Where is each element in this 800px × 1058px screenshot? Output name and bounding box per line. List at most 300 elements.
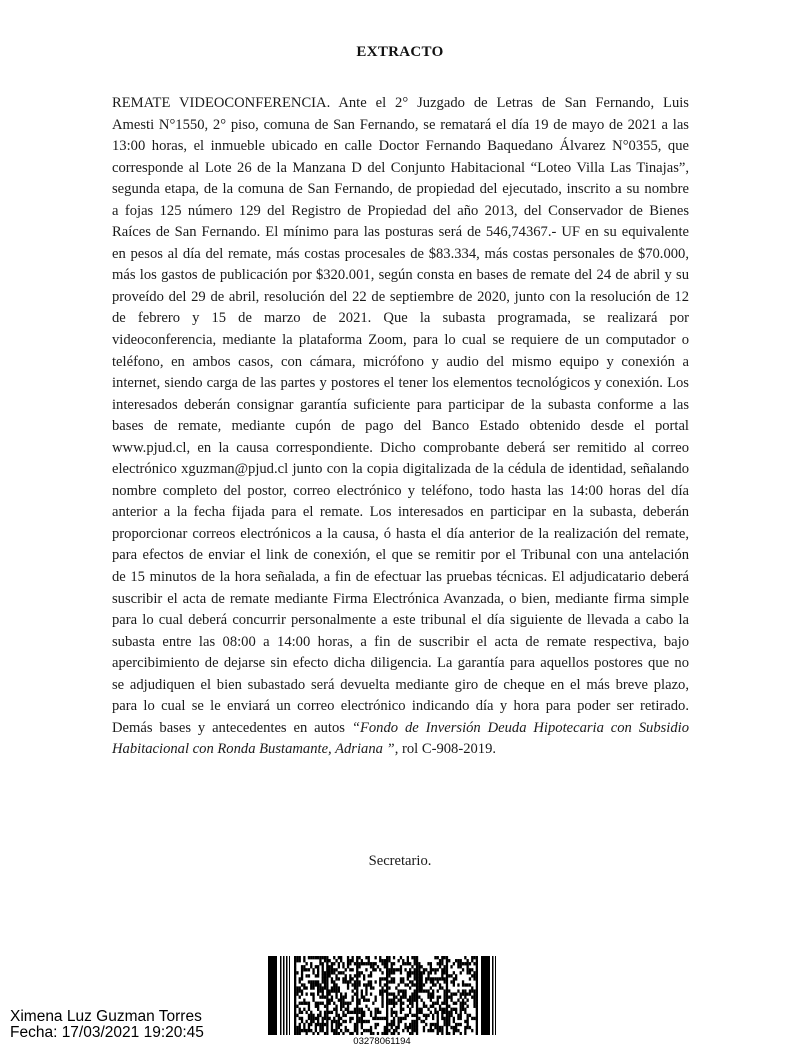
barcode-module	[421, 965, 423, 968]
barcode-module	[319, 959, 321, 962]
barcode-module	[299, 1011, 301, 1014]
barcode-module	[395, 1002, 397, 1005]
barcode-module	[381, 1017, 383, 1020]
barcode-module	[319, 996, 321, 999]
barcode-module	[338, 999, 340, 1002]
barcode-module	[409, 1011, 411, 1014]
barcode-module	[473, 1005, 475, 1008]
barcode-module	[352, 1017, 354, 1020]
signature-label: Secretario.	[368, 853, 432, 869]
barcode-module	[379, 968, 381, 971]
barcode-module	[476, 1002, 478, 1005]
barcode-module	[370, 983, 372, 986]
barcode-module	[441, 974, 443, 977]
barcode-module	[487, 956, 489, 1035]
barcode-module	[340, 1002, 342, 1005]
barcode-module	[319, 1023, 321, 1026]
barcode-module	[349, 1020, 351, 1023]
barcode-module	[379, 977, 381, 980]
barcode-module	[324, 1023, 326, 1026]
barcode-module	[308, 974, 310, 977]
barcode-module	[308, 1017, 310, 1020]
barcode-module	[469, 968, 471, 971]
barcode-module	[388, 1023, 390, 1026]
barcode-module	[409, 1026, 411, 1029]
barcode-module	[335, 992, 337, 995]
barcode-module	[476, 1026, 478, 1029]
barcode-module	[358, 999, 360, 1002]
barcode-module	[356, 983, 358, 986]
barcode-module	[375, 1011, 377, 1014]
barcode-module	[473, 1017, 475, 1020]
barcode-module	[356, 974, 358, 977]
barcode-module	[338, 1014, 340, 1017]
barcode-module	[379, 1017, 381, 1020]
barcode-module	[388, 1002, 390, 1005]
barcode-module	[326, 1014, 328, 1017]
barcode-module	[377, 1023, 379, 1026]
barcode-module	[340, 1008, 342, 1011]
barcode-module	[306, 992, 308, 995]
barcode-module	[333, 1002, 335, 1005]
barcode-module	[315, 980, 317, 983]
barcode-module	[404, 1017, 406, 1020]
barcode-module	[310, 1020, 312, 1023]
barcode-module	[370, 965, 372, 968]
body-line	[112, 739, 689, 761]
barcode-module	[347, 956, 349, 959]
barcode-module	[418, 965, 420, 968]
barcode-module	[345, 1014, 347, 1017]
barcode-module	[324, 983, 326, 986]
barcode-module	[363, 999, 365, 1002]
barcode-module	[407, 956, 409, 959]
barcode-module	[294, 1011, 296, 1014]
barcode-module	[432, 1005, 434, 1008]
barcode-module	[416, 996, 418, 999]
barcode-module	[370, 992, 372, 995]
barcode-module	[283, 956, 285, 1035]
barcode-module	[421, 977, 423, 980]
barcode-module	[409, 1023, 411, 1026]
barcode-module	[446, 962, 448, 965]
barcode-module	[294, 959, 296, 962]
barcode-module	[430, 1026, 432, 1029]
barcode-module	[301, 989, 303, 992]
barcode-module	[416, 1026, 418, 1029]
barcode-module	[495, 956, 496, 1035]
barcode-module	[386, 971, 388, 974]
barcode-module	[361, 1017, 363, 1020]
barcode-module	[315, 1017, 317, 1020]
barcode-module	[448, 974, 450, 977]
barcode-module	[455, 1029, 457, 1032]
barcode-module	[361, 996, 363, 999]
barcode-module	[388, 999, 390, 1002]
barcode-module	[402, 996, 404, 999]
barcode-module	[423, 1029, 425, 1032]
barcode-module	[441, 962, 443, 965]
barcode-module	[421, 986, 423, 989]
barcode-module	[464, 1032, 466, 1035]
barcode-module	[464, 989, 466, 992]
barcode-module	[437, 1002, 439, 1005]
barcode-module	[299, 1032, 301, 1035]
barcode-module	[342, 1005, 344, 1008]
barcode-module	[395, 986, 397, 989]
barcode-module	[457, 983, 459, 986]
barcode-module	[441, 956, 443, 959]
barcode-module	[356, 962, 358, 965]
barcode-module	[303, 1026, 305, 1029]
barcode-module	[448, 1020, 450, 1023]
barcode-module	[434, 1011, 436, 1014]
barcode-module	[437, 980, 439, 983]
barcode-module	[356, 1023, 358, 1026]
barcode-module	[446, 986, 448, 989]
barcode-module	[432, 983, 434, 986]
barcode-module	[356, 965, 358, 968]
barcode-module	[352, 959, 354, 962]
barcode-module	[319, 956, 321, 959]
barcode-module	[460, 1011, 462, 1014]
barcode-module	[400, 1017, 402, 1020]
barcode-module	[462, 1008, 464, 1011]
barcode-module	[306, 986, 308, 989]
barcode-module	[421, 980, 423, 983]
barcode-module	[473, 977, 475, 980]
barcode-module	[322, 1020, 324, 1023]
barcode-module	[329, 968, 331, 971]
barcode-module	[301, 974, 303, 977]
barcode-module	[363, 974, 365, 977]
barcode-module	[354, 986, 356, 989]
barcode-module	[467, 1005, 469, 1008]
barcode-module	[379, 1011, 381, 1014]
barcode-module	[432, 1017, 434, 1020]
barcode-module	[358, 1011, 360, 1014]
barcode-module	[356, 1008, 358, 1011]
barcode-module	[361, 1023, 363, 1026]
barcode-module	[409, 996, 411, 999]
barcode-module	[409, 1008, 411, 1011]
barcode-module	[444, 989, 446, 992]
body-line: proporcionar correos electrónicos a la causa, ó hasta el día anterior de la realización del remate,	[112, 525, 689, 542]
body-line: videoconferencia, mediante la plataforma Zoom, para lo cual se requiere de un computador o	[112, 332, 689, 349]
barcode-module	[467, 999, 469, 1002]
barcode-module	[312, 983, 314, 986]
barcode-module	[414, 1020, 416, 1023]
barcode-module	[398, 968, 400, 971]
barcode-module	[460, 1014, 462, 1017]
barcode-module	[457, 1023, 459, 1026]
barcode-module	[319, 1011, 321, 1014]
barcode-module	[416, 1008, 418, 1011]
barcode-module	[469, 992, 471, 995]
barcode-module	[342, 962, 344, 965]
barcode-module	[368, 999, 370, 1002]
barcode-module	[446, 1020, 448, 1023]
barcode-module	[294, 1002, 296, 1005]
barcode-module	[335, 977, 337, 980]
barcode-module	[372, 1017, 374, 1020]
body-line: teléfono, en ambos casos, con cámara, micrófono y audio del mismo equipo y conexión a	[112, 353, 689, 370]
barcode-module	[384, 977, 386, 980]
barcode-module	[358, 965, 360, 968]
barcode-module	[460, 1008, 462, 1011]
barcode-module	[326, 1020, 328, 1023]
barcode-module	[340, 971, 342, 974]
barcode-module	[340, 959, 342, 962]
barcode-module	[322, 971, 324, 974]
barcode-module	[432, 977, 434, 980]
barcode-module	[476, 983, 478, 986]
barcode-module	[326, 1005, 328, 1008]
barcode-module	[294, 1014, 296, 1017]
barcode-module	[354, 983, 356, 986]
barcode-module	[439, 965, 441, 968]
barcode-module	[354, 980, 356, 983]
barcode-module	[460, 962, 462, 965]
barcode-module	[457, 1017, 459, 1020]
barcode-module	[446, 971, 448, 974]
barcode-module	[464, 1002, 466, 1005]
case-title-italic: “Fondo de Inversión Deuda Hipotecaria con Subsidio	[351, 719, 690, 736]
barcode-module	[437, 1014, 439, 1017]
barcode-module	[416, 1029, 418, 1032]
barcode-module	[375, 1023, 377, 1026]
barcode-module	[404, 962, 406, 965]
barcode-module	[335, 974, 337, 977]
barcode-module	[450, 1011, 452, 1014]
barcode-module	[375, 999, 377, 1002]
barcode-module	[335, 1005, 337, 1008]
barcode-module	[400, 1005, 402, 1008]
barcode-module	[398, 1023, 400, 1026]
barcode-module	[345, 1020, 347, 1023]
barcode-module	[476, 1017, 478, 1020]
barcode-module	[402, 1008, 404, 1011]
barcode-module	[294, 965, 296, 968]
body-line: suscribir el acta de remate mediante Firma Electrónica Avanzada, o bien, mediante firma simple	[112, 590, 689, 607]
barcode-module	[404, 968, 406, 971]
barcode-module	[370, 1029, 372, 1032]
barcode-module	[363, 962, 365, 965]
barcode-module	[368, 974, 370, 977]
barcode-module	[363, 1011, 365, 1014]
barcode-module	[294, 956, 296, 959]
barcode-module	[268, 956, 277, 1035]
barcode-module	[446, 1002, 448, 1005]
barcode-module	[377, 965, 379, 968]
barcode-module	[448, 1014, 450, 1017]
barcode-module	[393, 1011, 395, 1014]
barcode-module	[335, 983, 337, 986]
barcode-module	[402, 959, 404, 962]
barcode-module	[368, 1029, 370, 1032]
barcode-module	[393, 962, 395, 965]
barcode-module	[432, 980, 434, 983]
barcode-module	[434, 977, 436, 980]
barcode-module	[391, 968, 393, 971]
barcode-module	[294, 1005, 296, 1008]
barcode-module	[467, 1026, 469, 1029]
barcode-module	[434, 1026, 436, 1029]
barcode-module	[386, 962, 388, 965]
barcode-module	[370, 1011, 372, 1014]
barcode-module	[356, 1005, 358, 1008]
barcode-module	[384, 962, 386, 965]
barcode-module	[464, 983, 466, 986]
barcode-module	[404, 1023, 406, 1026]
body-text: Demás bases y antecedentes en autos	[112, 719, 352, 736]
barcode-module	[427, 992, 429, 995]
body-line: interesados deberán consignar garantía suficiente para participar de la subasta conforme a las	[112, 396, 689, 413]
barcode-module	[365, 986, 367, 989]
barcode-module	[294, 1023, 296, 1026]
barcode-module	[352, 968, 354, 971]
barcode-module	[421, 999, 423, 1002]
barcode-module	[299, 1026, 301, 1029]
barcode-module	[342, 1014, 344, 1017]
barcode-module	[448, 989, 450, 992]
barcode-module	[395, 1026, 397, 1029]
barcode-module	[331, 996, 333, 999]
barcode-module	[462, 989, 464, 992]
body-line: internet, siendo carga de las partes y postores el tener los elementos tecnológicos y conexión. Los	[112, 375, 689, 392]
barcode-module	[464, 1029, 466, 1032]
barcode-module	[303, 983, 305, 986]
barcode-module	[370, 974, 372, 977]
barcode-module	[303, 1008, 305, 1011]
body-line: Amesti N°1550, 2° piso, comuna de San Fernando, se rematará el día 19 de mayo de 2021 a las	[112, 116, 689, 133]
barcode-module	[441, 977, 443, 980]
barcode-module	[430, 999, 432, 1002]
barcode-module	[393, 956, 395, 959]
barcode-module	[375, 1014, 377, 1017]
barcode-module	[326, 986, 328, 989]
barcode-module	[299, 986, 301, 989]
barcode-module	[455, 977, 457, 980]
barcode-module	[322, 1026, 324, 1029]
barcode-module	[471, 968, 473, 971]
barcode-module	[326, 1023, 328, 1026]
barcode-module	[312, 1032, 314, 1035]
barcode-module	[310, 1017, 312, 1020]
barcode-module	[322, 962, 324, 965]
barcode-module	[446, 980, 448, 983]
barcode-module	[347, 986, 349, 989]
barcode-module	[476, 968, 478, 971]
barcode-module	[368, 956, 370, 959]
barcode-module	[354, 962, 356, 965]
barcode-module	[386, 999, 388, 1002]
barcode-module	[455, 992, 457, 995]
barcode-module	[414, 999, 416, 1002]
barcode-module	[398, 1032, 400, 1035]
barcode-module	[437, 1017, 439, 1020]
barcode-module	[467, 1020, 469, 1023]
barcode-module	[418, 968, 420, 971]
barcode-module	[446, 968, 448, 971]
barcode-module	[400, 1020, 402, 1023]
barcode-module	[409, 986, 411, 989]
barcode-module	[416, 1011, 418, 1014]
barcode-module	[381, 977, 383, 980]
barcode-module	[324, 971, 326, 974]
barcode-module	[430, 977, 432, 980]
barcode-module	[361, 1008, 363, 1011]
barcode-module	[398, 1017, 400, 1020]
barcode-module	[437, 962, 439, 965]
barcode-module	[322, 968, 324, 971]
barcode-module	[326, 989, 328, 992]
barcode-module	[349, 968, 351, 971]
barcode-module	[356, 992, 358, 995]
barcode-module	[310, 992, 312, 995]
barcode-module	[386, 1023, 388, 1026]
barcode-module	[335, 968, 337, 971]
barcode-module	[421, 989, 423, 992]
barcode-module	[322, 996, 324, 999]
barcode-module	[379, 956, 381, 959]
barcode-module	[423, 1002, 425, 1005]
barcode-module	[430, 971, 432, 974]
barcode-module	[430, 996, 432, 999]
barcode-module	[377, 1032, 379, 1035]
barcode-module	[329, 959, 331, 962]
barcode-module	[356, 996, 358, 999]
barcode-module	[409, 980, 411, 983]
barcode-module	[386, 996, 388, 999]
barcode-module	[301, 977, 303, 980]
barcode-module	[464, 962, 466, 965]
barcode-module	[326, 956, 328, 959]
barcode-module	[296, 959, 298, 962]
barcode-module	[349, 1002, 351, 1005]
barcode-module	[418, 971, 420, 974]
barcode-module	[356, 986, 358, 989]
barcode-module	[473, 1002, 475, 1005]
barcode-module	[322, 965, 324, 968]
barcode-module	[386, 956, 388, 959]
barcode-module	[434, 1023, 436, 1026]
barcode-module	[467, 959, 469, 962]
document-body	[112, 93, 689, 761]
barcode-module	[345, 1002, 347, 1005]
barcode-module	[460, 992, 462, 995]
barcode-module	[476, 1014, 478, 1017]
barcode-module	[363, 1020, 365, 1023]
barcode-module	[453, 962, 455, 965]
barcode-module	[386, 983, 388, 986]
barcode-module	[416, 977, 418, 980]
barcode-module	[361, 962, 363, 965]
barcode-module	[425, 1017, 427, 1020]
barcode-module	[441, 1011, 443, 1014]
barcode-module	[444, 965, 446, 968]
barcode-module	[402, 962, 404, 965]
barcode-module	[393, 1020, 395, 1023]
barcode-module	[326, 974, 328, 977]
barcode-module	[354, 974, 356, 977]
barcode-module	[455, 974, 457, 977]
barcode-module	[430, 968, 432, 971]
barcode-module	[340, 1023, 342, 1026]
barcode-module	[386, 986, 388, 989]
barcode-module	[381, 992, 383, 995]
barcode-module	[358, 1020, 360, 1023]
